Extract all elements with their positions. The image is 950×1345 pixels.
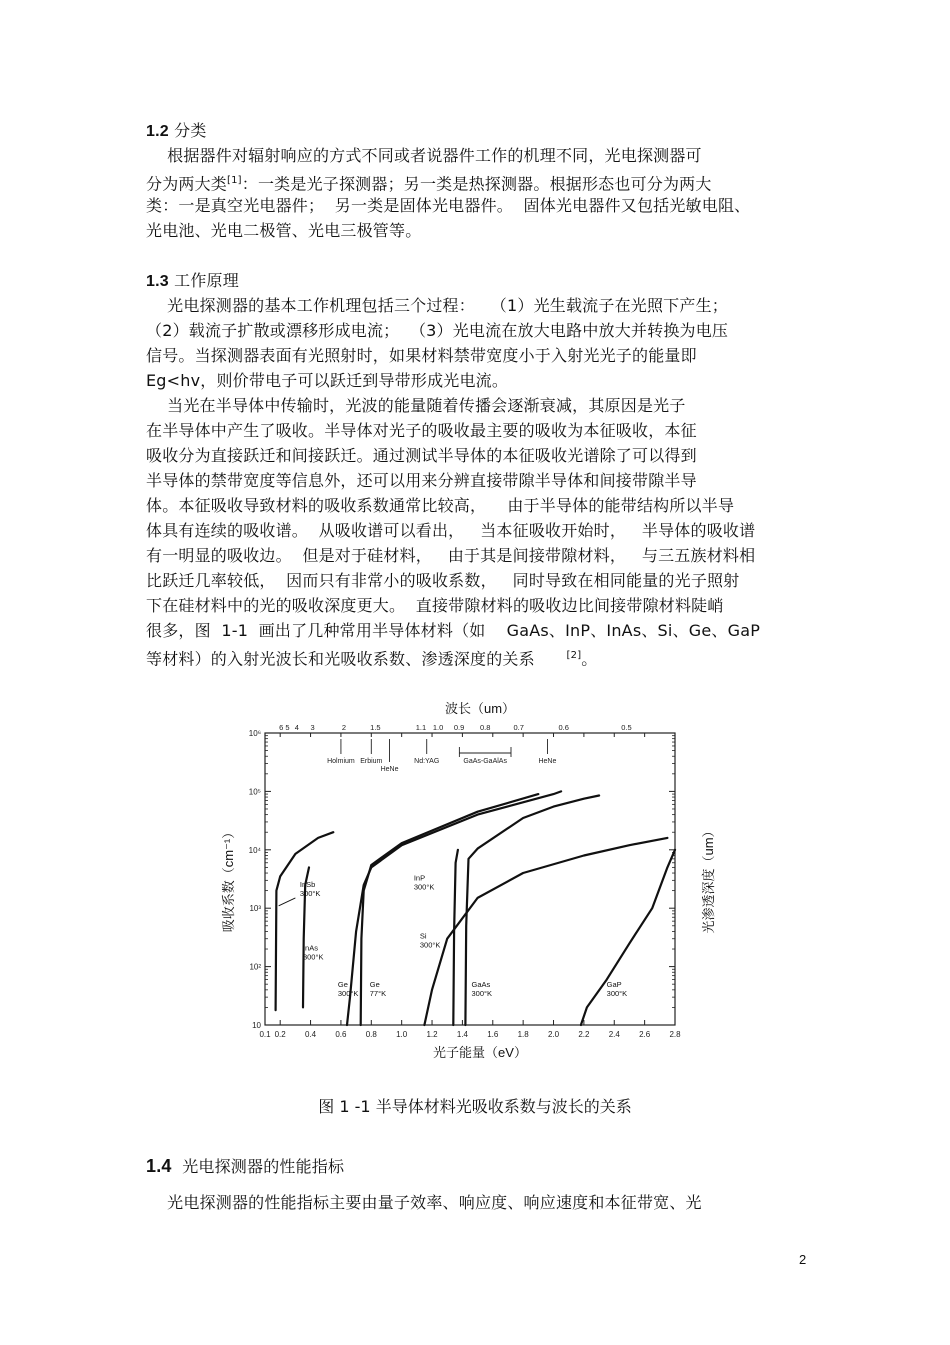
series-label <box>300 880 321 898</box>
paragraph-line: 光电探测器的基本工作机理包括三个过程： （1）光生载流子在光照下产生； <box>146 296 728 315</box>
series-curve <box>361 794 539 1025</box>
x-axis-label: 光子能量（eV） <box>433 1045 527 1060</box>
paragraph-line: 吸收分为直接跃迁和间接跃迁。通过测试半导体的本征吸收光谱除了可以得到 <box>146 446 697 465</box>
series-curve <box>581 850 675 1025</box>
series-label-line: 300°K <box>419 940 441 950</box>
laser-label: Holmium <box>327 758 355 765</box>
top-tick-label: 0.8 <box>479 723 491 732</box>
top-axis-label: 波长（um） <box>444 701 516 716</box>
laser-label: Nd:YAG <box>414 758 440 765</box>
citation-ref[interactable]: [1] <box>227 175 242 186</box>
insb-pointer <box>279 898 296 906</box>
x-tick-label: 1.2 <box>426 1030 438 1039</box>
x-tick-label: 0.6 <box>335 1030 347 1039</box>
series-label-line: Si <box>419 931 427 941</box>
section-heading-1-3: 1.3 工作原理 <box>146 271 239 290</box>
x-tick-label: 2.8 <box>669 1030 681 1039</box>
series-label-line: GaAs <box>471 979 491 989</box>
citation-ref[interactable]: [2] <box>566 650 582 661</box>
series-label <box>607 980 628 998</box>
laser-label: Erbium <box>360 758 383 765</box>
x-tick-label: 1.0 <box>396 1030 408 1039</box>
top-tick-label: 6 <box>279 723 284 732</box>
paragraph-line: 在半导体中产生了吸收。半导体对光子的吸收最主要的吸收为本征吸收，本征 <box>146 421 697 440</box>
y-axis-label: 吸收系数（cm⁻¹） <box>221 825 236 933</box>
section-heading-1-2: 1.2 分类 <box>146 121 207 140</box>
series-curve <box>424 838 667 1025</box>
series-label-line: InSb <box>299 880 316 890</box>
paragraph-line: 光电池、光电二极管、光电三极管等。 <box>146 221 422 240</box>
series-label-line: InAs <box>302 943 318 953</box>
top-tick-label: 0.6 <box>558 723 569 732</box>
x-tick-label: 1.6 <box>487 1030 499 1039</box>
top-tick-label: 1.1 <box>415 723 427 732</box>
x-tick-label: 1.8 <box>517 1030 529 1039</box>
series-label-line: Ge <box>337 979 348 989</box>
y-tick-label: 10² <box>249 962 261 972</box>
page-number: 2 <box>799 1252 807 1267</box>
series-label-line: Ge <box>369 979 380 989</box>
y-tick-label: 10 <box>252 1021 261 1030</box>
top-tick-label: 1.5 <box>370 723 381 732</box>
paragraph-line: Eg<hv，则价带电子可以跃迁到导带形成光电流。 <box>146 371 509 390</box>
laser-label: HeNe <box>380 766 399 773</box>
paragraph-line: 有一明显的吸收边。 但是对于硅材料， 由于其是间接带隙材料， 与三五族材料相 <box>146 546 756 565</box>
series-label-line: 300°K <box>337 988 359 998</box>
section-heading-1-4: 1.4 光电探测器的性能指标 <box>146 1156 345 1176</box>
top-tick-label: 3 <box>310 723 315 732</box>
top-tick-label: 2 <box>341 723 347 732</box>
x-tick-label: 2.2 <box>578 1030 590 1039</box>
y-tick-label: 10⁶ <box>248 729 261 738</box>
top-tick-label: 0.9 <box>453 723 465 732</box>
series-label-line: 300°K <box>413 882 435 892</box>
series-label-line: GaP <box>606 979 622 989</box>
series-curve <box>453 850 458 1025</box>
top-tick-label: 0.7 <box>513 723 524 732</box>
x-tick-label: 1.4 <box>456 1030 468 1039</box>
figure-caption: 图 1 -1 半导体材料光吸收系数与波长的关系 <box>318 1097 632 1116</box>
laser-label: HeNe <box>538 758 557 765</box>
y-tick-label: 10³ <box>249 904 261 914</box>
y-tick-label: 10⁵ <box>248 787 261 797</box>
paragraph-line: 下在硅材料中的光的吸收深度更大。 直接带隙材料的吸收边比间接带隙材料陡峭 <box>146 596 724 615</box>
series-label <box>420 932 441 950</box>
paragraph-line: 半导体的禁带宽度等信息外，还可以用来分辨直接带隙半导体和间接带隙半导 <box>146 471 697 490</box>
paragraph-line: 类：一是真空光电器件； 另一类是固体光电器件。 固体光电器件又包括光敏电阻、 <box>146 196 751 215</box>
paragraph-line: 体具有连续的吸收谱。 从吸收谱可以看出， 当本征吸收开始时， 半导体的吸收谱 <box>146 521 756 540</box>
paragraph-line: 体。本征吸收导致材料的吸收系数通常比较高， 由于半导体的能带结构所以半导 <box>146 496 735 515</box>
laser-label: GaAs-GaAlAs <box>463 758 507 765</box>
x-tick-label: 2.4 <box>608 1030 620 1039</box>
x-tick-label: 2.0 <box>547 1030 560 1039</box>
paragraph-line: 根据器件对辐射响应的方式不同或者说器件工作的机理不同，光电探测器可 <box>146 146 702 165</box>
paragraph-line: （2）载流子扩散或漂移形成电流； （3）光电流在放大电路中放大并转换为电压 <box>146 321 729 340</box>
paragraph-line: 当光在半导体中传输时，光波的能量随着传播会逐渐衰减，其原因是光子 <box>146 396 686 415</box>
top-tick-label: 4 <box>294 723 299 732</box>
paragraph-line: 很多，图 1-1 画出了几种常用半导体材料（如 GaAs、InP、InAs、Si、Ge、GaP <box>146 621 761 640</box>
series-label-line: 77°K <box>369 988 387 998</box>
x-tick-label: 0.1 <box>259 1030 271 1039</box>
series-label-line: 300°K <box>299 889 321 899</box>
x-tick-label: 2.6 <box>639 1030 651 1039</box>
top-tick-label: 0.5 <box>621 723 632 732</box>
x-tick-label: 0.4 <box>304 1030 317 1039</box>
series-label <box>303 943 324 961</box>
paragraph-line: 等材料）的入射光波长和光吸收系数、渗透深度的关系 [2]。 <box>146 649 598 669</box>
series-label <box>472 980 493 998</box>
x-tick-label: 0.2 <box>274 1030 286 1039</box>
top-tick-label: 5 <box>285 723 290 732</box>
paragraph-line: 分为两大类[1]：一类是光子探测器；另一类是热探测器。根据形态也可分为两大 <box>146 174 712 194</box>
y-tick-label: 10⁴ <box>248 845 261 855</box>
paragraph-line: 光电探测器的性能指标主要由量子效率、响应度、响应速度和本征带宽、光 <box>146 1193 702 1212</box>
series-label <box>338 980 359 998</box>
top-tick-label: 1.0 <box>432 723 444 732</box>
paragraph-line: 信号。当探测器表面有光照射时，如果材料禁带宽度小于入射光光子的能量即 <box>146 346 697 365</box>
series-label <box>414 873 435 891</box>
series-label-line: InP <box>413 873 426 883</box>
x-tick-label: 0.8 <box>365 1030 377 1039</box>
series-label-line: 300°K <box>302 952 324 962</box>
series-label <box>370 980 386 998</box>
series-label-line: 300°K <box>606 988 628 998</box>
right-axis-label: 光渗透深度（um） <box>701 824 716 934</box>
absorption-chart <box>215 695 735 1080</box>
series-label-line: 300°K <box>471 988 493 998</box>
paragraph-line: 比跃迁几率较低， 因而只有非常小的吸收系数， 同时导致在相同能量的光子照射 <box>146 571 740 590</box>
